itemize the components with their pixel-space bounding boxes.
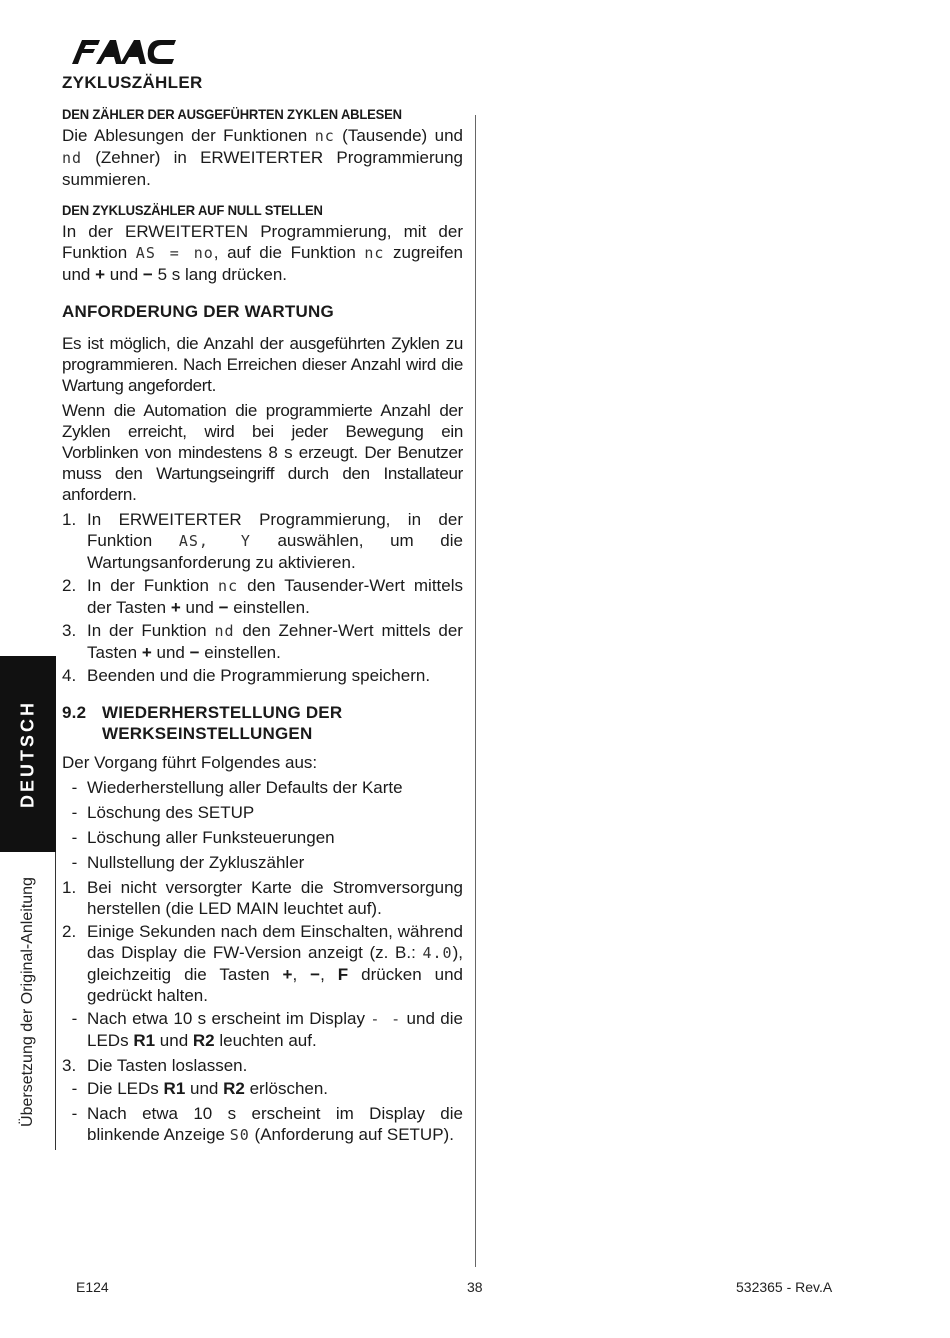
list-item: - Wiederherstellung aller Defaults der Karte [71, 778, 403, 797]
factory-steps [62, 877, 463, 1006]
plus-key-symbol: + [170, 598, 181, 617]
footer-doc-revision: 532365 - Rev.A [736, 1279, 833, 1295]
factory-effects-list [62, 777, 463, 873]
subheading-read-counter: DEN ZÄHLER DER AUSGEFÜHRTEN ZYKLEN ABLESEN [62, 106, 402, 122]
faac-logo [70, 36, 178, 66]
display-code: nc [218, 577, 239, 595]
list-item: 3. In der Funktion nd den Zehner-Wert mittels der Tasten + und − einstellen. [62, 621, 463, 662]
display-code: 4.0 [422, 944, 453, 962]
paragraph-reset-counter: In der ERWEITERTEN Programmierung, mit der Funktion AS = no, auf die Funktion nc zugreifen und + und − 5 s lang drücken. [62, 222, 463, 284]
list-item: - Löschung aller Funksteuerungen [71, 828, 335, 847]
factory-substeps-b [62, 1078, 463, 1146]
paragraph-wartung-1: Es ist möglich, die Anzahl der ausgeführten Zyklen zu programmieren. Nach Erreichen dieser Anzahl wird die Wartung angefordert. [62, 334, 463, 395]
plus-key-symbol: + [141, 643, 152, 662]
list-item: 1. Bei nicht versorgter Karte die Stromversorgung herstellen (die LED MAIN leuchtet auf). [62, 878, 463, 918]
list-item: 2. In der Funktion nc den Tausender-Wert mittels der Tasten + und − einstellen. [62, 576, 463, 617]
subheading-reset-counter: DEN ZYKLUSZÄHLER AUF NULL STELLEN [62, 202, 323, 218]
column-divider [475, 115, 476, 1267]
display-code: nd [62, 149, 83, 167]
plus-key-symbol: + [282, 965, 293, 984]
main-column [62, 72, 463, 1150]
minus-key-symbol: − [189, 643, 200, 662]
section-title-factory-reset: 9.2 WIEDERHERSTELLUNG DER WERKSEINSTELLUNGEN [62, 703, 343, 743]
list-item: 2. Einige Sekunden nach dem Einschalten, während das Display die FW-Version anzeigt (z. B.: 4.0), gleichzeitig die Tasten +, −, F drücken und gedrückt halten. [62, 922, 463, 1005]
paragraph-wartung-2: Wenn die Automation die programmierte Anzahl der Zyklen erreicht, wird bei jeder Bewegung ein Vorblinken von mindestens 8 s erzeugt. Der Benutzer muss den Wartungseingriff durch den Installateur anfordern. [62, 401, 463, 504]
list-item: - Nach etwa 10 s erscheint im Display die blinkende Anzeige S0 (Anforderung auf SETUP). [71, 1104, 463, 1144]
list-item: 1. In ERWEITERTER Programmierung, in der Funktion AS, Y auswählen, um die Wartungsanforderung zu aktivieren. [62, 510, 463, 572]
language-tab-label: DEUTSCH [17, 699, 38, 809]
display-code: - - [370, 1010, 402, 1028]
minus-key-symbol: − [142, 265, 153, 284]
paragraph-read-counter: Die Ablesungen der Funktionen nc (Tausende) und nd (Zehner) in ERWEITERTER Programmierung summieren. [62, 126, 463, 189]
factory-steps-cont [62, 1055, 463, 1076]
display-code: nc [364, 244, 385, 262]
section-title-zyklus: ZYKLUSZÄHLER [62, 73, 203, 92]
minus-key-symbol: − [218, 598, 229, 617]
paragraph-factory-intro: Der Vorgang führt Folgendes aus: [62, 753, 318, 772]
footer-page-number: 38 [467, 1279, 483, 1295]
list-item: - Nach etwa 10 s erscheint im Display - - und die LEDs R1 und R2 leuchten auf. [71, 1009, 463, 1050]
language-tab [0, 656, 56, 852]
section-title-wartung: ANFORDERUNG DER WARTUNG [62, 302, 334, 321]
faac-logo-graphic [70, 36, 178, 66]
translation-note: Übersetzung der Original-Anleitung [19, 877, 36, 1127]
display-code: nc [314, 127, 335, 145]
display-code: AS = no [135, 244, 214, 262]
display-code: AS, Y [178, 532, 251, 550]
display-code: nd [214, 622, 235, 640]
list-item: 3. Die Tasten loslassen. [62, 1056, 248, 1075]
list-item: - Nullstellung der Zykluszähler [71, 853, 305, 872]
side-rule [55, 852, 56, 1150]
display-code: S0 [229, 1126, 250, 1144]
footer-model: E124 [76, 1279, 109, 1295]
list-item: - Die LEDs R1 und R2 erlöschen. [71, 1079, 329, 1098]
wartung-steps [62, 509, 463, 686]
plus-key-symbol: + [95, 265, 106, 284]
minus-key-symbol: − [310, 965, 321, 984]
factory-substeps-a [62, 1008, 463, 1051]
list-item: - Löschung des SETUP [71, 803, 255, 822]
list-item: 4. Beenden und die Programmierung speichern. [62, 666, 431, 685]
translation-note-area [0, 852, 56, 1152]
f-key-symbol: F [337, 965, 349, 984]
